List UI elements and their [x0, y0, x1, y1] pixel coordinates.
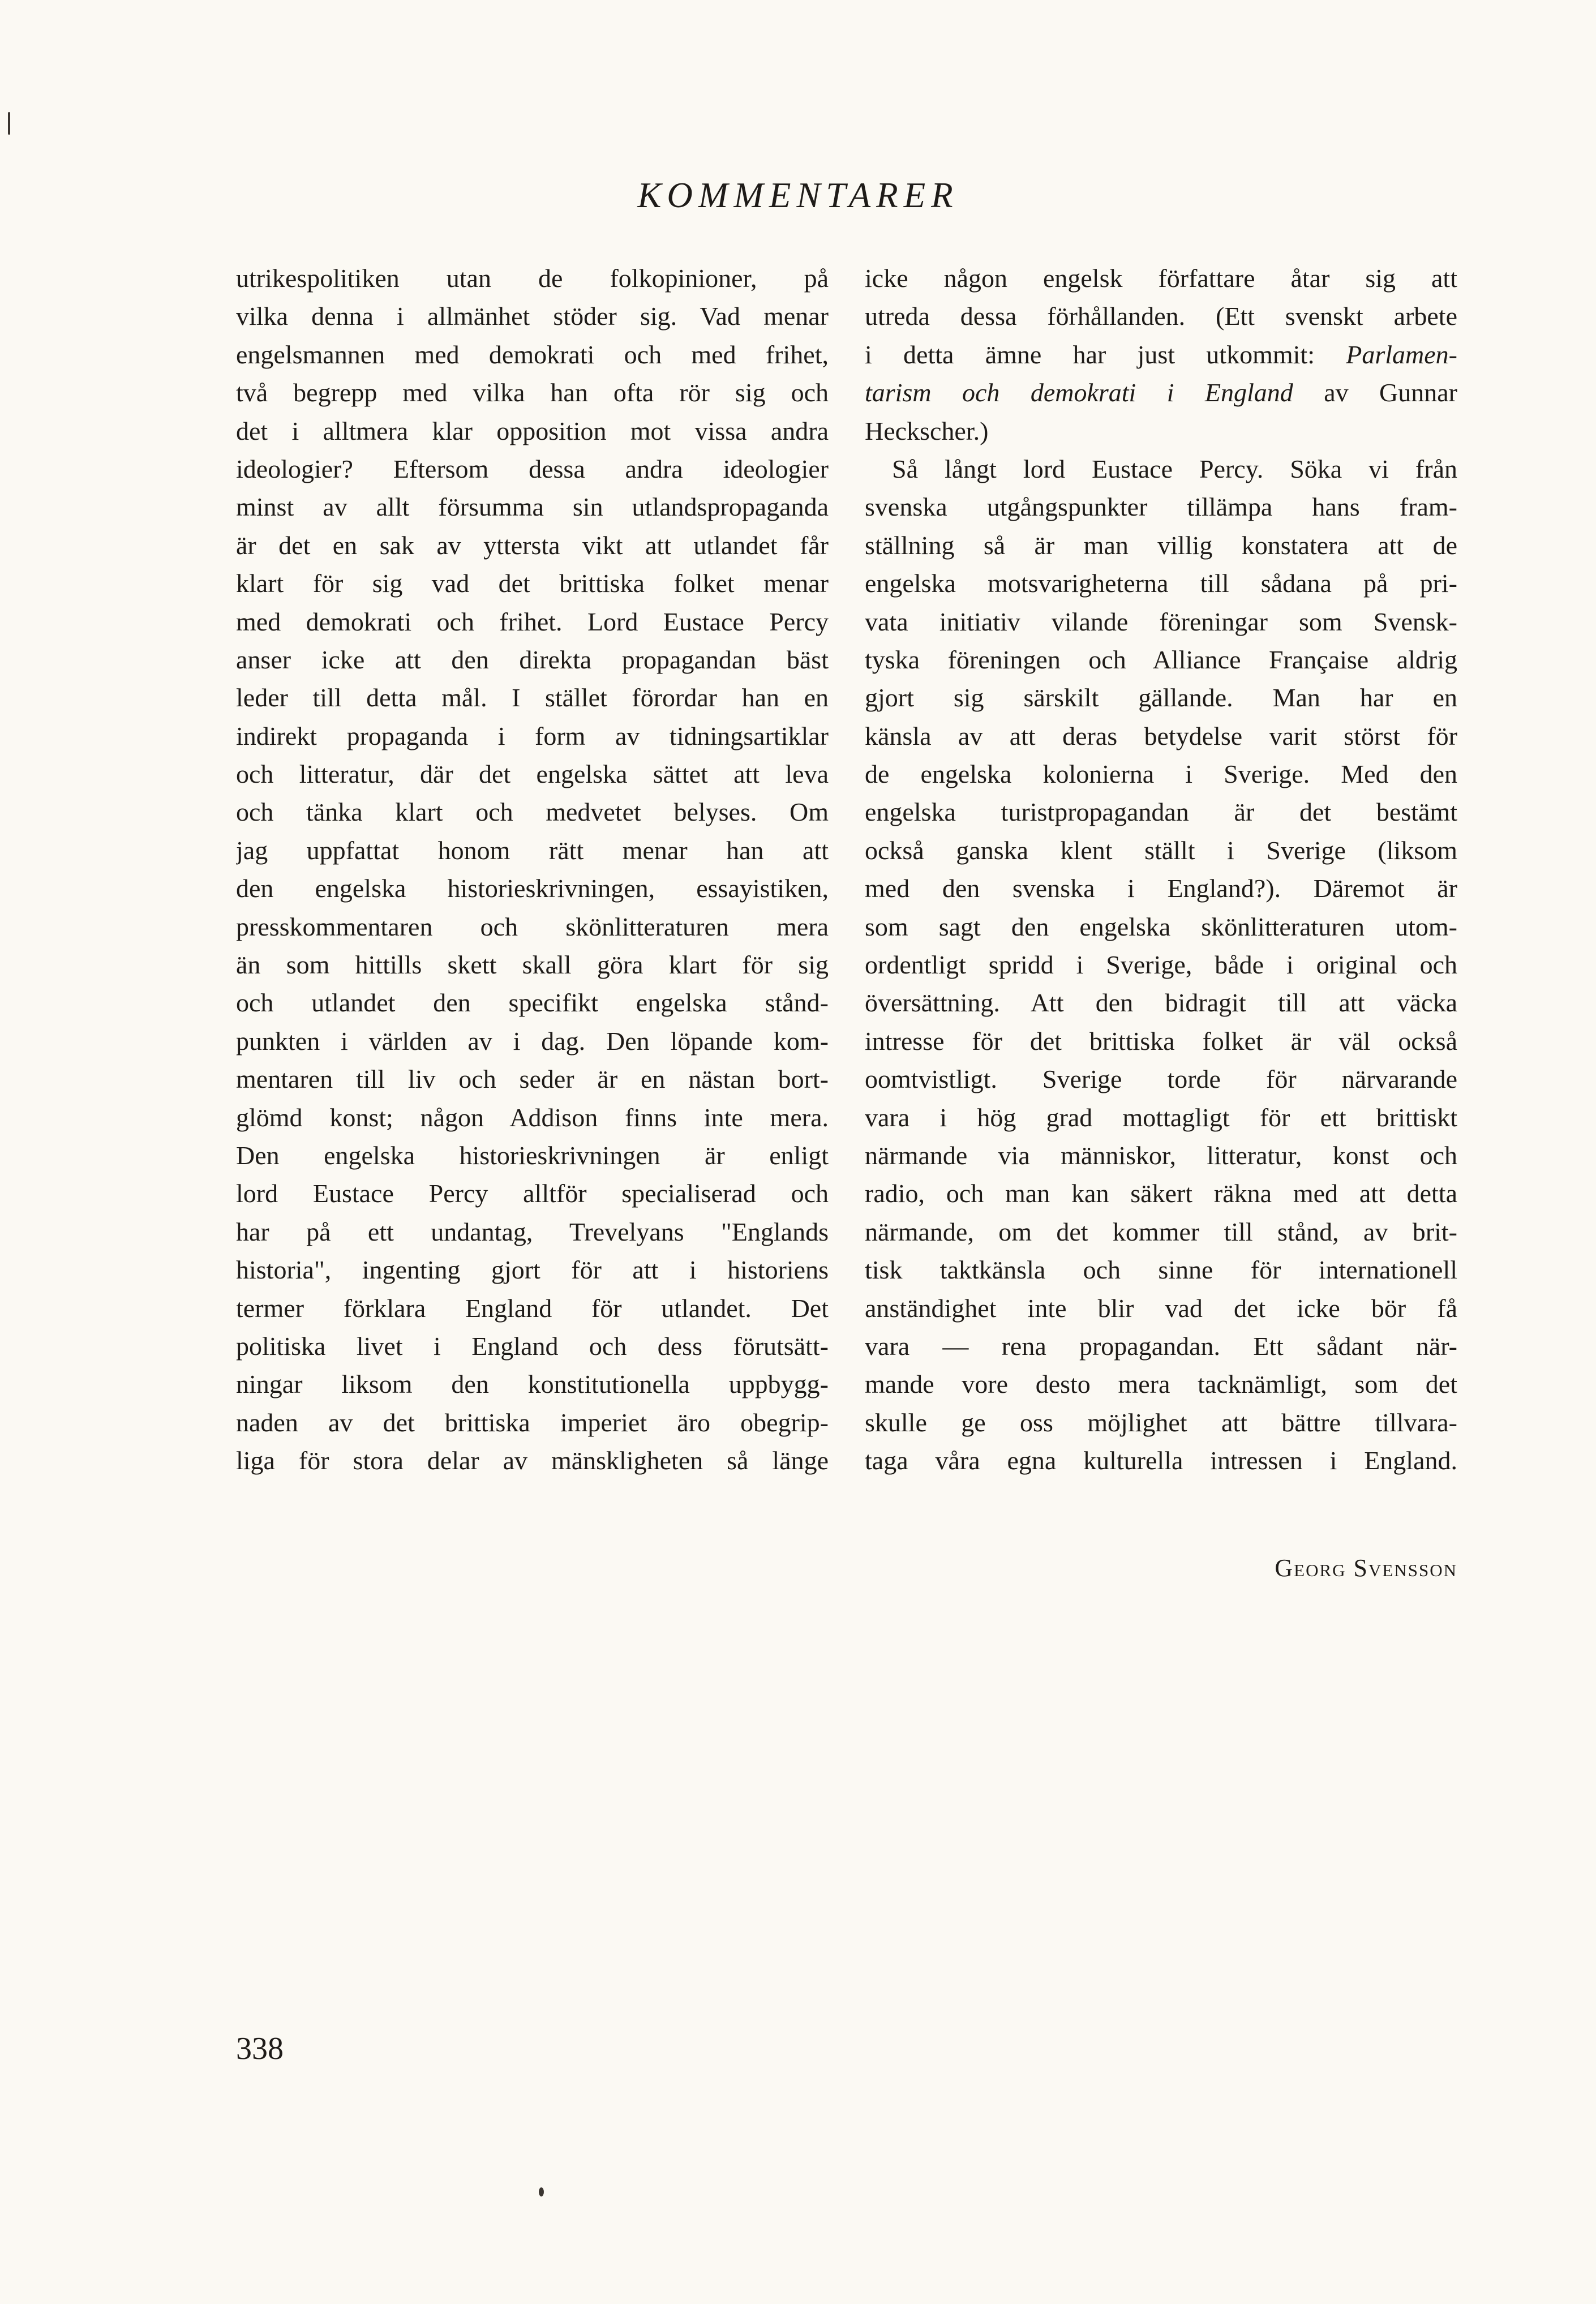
text-segment: indirekt propaganda i form av tidningsartiklar [236, 721, 829, 750]
text-segment: tisk taktkänsla och sinne för internationell [865, 1255, 1457, 1285]
text-line [236, 1136, 829, 1174]
text-segment: engelska motsvarigheterna till sådana på pri- [865, 569, 1457, 598]
text-segment: av Gunnar [1293, 378, 1457, 407]
page-number: 338 [236, 2031, 284, 2066]
text-segment: intresse för det brittiska folket är väl också [865, 1026, 1457, 1056]
text-segment: Den engelska historieskrivningen är enligt [236, 1140, 829, 1170]
text-line [865, 374, 1457, 411]
text-segment: politiska livet i England och dess förutsätt- [236, 1331, 829, 1361]
text-line [865, 450, 1457, 488]
text-line [236, 1213, 829, 1251]
text-segment: presskommentaren och skönlitteraturen mera [236, 912, 829, 941]
text-line [236, 641, 829, 679]
text-segment: anser icke att den direkta propagandan bäst [236, 645, 829, 674]
italic-text: Parlamen- [1346, 340, 1457, 369]
text-segment: taga våra egna kulturella intressen i England. [865, 1446, 1457, 1475]
text-line [865, 1213, 1457, 1251]
text-segment: jag uppfattat honom rätt menar han att [236, 835, 829, 865]
text-line [236, 526, 829, 564]
text-line [865, 526, 1457, 564]
text-segment: än som hittills skett skall göra klart för sig [236, 950, 829, 980]
text-segment: utreda dessa förhållanden. (Ett svenskt arbete [865, 302, 1457, 331]
text-line [865, 946, 1457, 984]
text-line [865, 869, 1457, 907]
text-segment: tyska föreningen och Alliance Française aldrig [865, 645, 1457, 674]
text-line [236, 755, 829, 793]
text-segment: svenska utgångspunkter tillämpa hans fram- [865, 492, 1457, 522]
text-segment: översättning. Att den bidragit till att väcka [865, 988, 1457, 1018]
text-segment: anständighet inte blir vad det icke bör få [865, 1293, 1457, 1323]
text-line [236, 336, 829, 374]
text-line [236, 1060, 829, 1098]
text-segment: punkten i världen av i dag. Den löpande kom- [236, 1026, 829, 1056]
text-line [236, 1099, 829, 1136]
text-line [865, 1060, 1457, 1098]
text-segment: gjort sig särskilt gällande. Man har en [865, 683, 1457, 713]
text-segment: med den svenska i England?). Däremot är [865, 874, 1457, 903]
text-segment: de engelska kolonierna i Sverige. Med den [865, 760, 1457, 789]
text-line [236, 1251, 829, 1289]
text-line [865, 488, 1457, 526]
text-segment: glömd konst; någon Addison finns inte mera. [236, 1102, 829, 1132]
text-line [236, 603, 829, 641]
author-signature: Georg Svensson [1275, 1554, 1457, 1582]
text-line [236, 946, 829, 984]
text-line [236, 297, 829, 335]
text-segment: närmande, om det kommer till stånd, av brit- [865, 1217, 1457, 1246]
text-segment: utrikespolitiken utan de folkopinioner, på [236, 264, 829, 293]
text-line [865, 412, 1457, 450]
text-segment: Heckscher.) [865, 416, 989, 445]
text-line [236, 1022, 829, 1060]
text-segment: termer förklara England för utlandet. Det [236, 1293, 829, 1323]
text-line [236, 1441, 829, 1479]
text-segment: mentaren till liv och seder är en nästan bort- [236, 1065, 829, 1094]
text-line [865, 831, 1457, 869]
text-segment: och litteratur, där det engelska sättet att leva [236, 760, 829, 789]
text-line [236, 679, 829, 716]
text-line [236, 564, 829, 602]
text-line [865, 603, 1457, 641]
text-column-left [236, 259, 829, 1480]
text-segment: mande vore desto mera tacknämligt, som det [865, 1370, 1457, 1399]
text-segment: ideologier? Eftersom dessa andra ideologier [236, 454, 829, 483]
text-line [236, 1174, 829, 1212]
text-line [865, 1365, 1457, 1403]
text-segment: ningar liksom den konstitutionella uppbygg- [236, 1370, 829, 1399]
text-line [236, 374, 829, 411]
text-segment: engelska turistpropagandan är det bestämt [865, 797, 1457, 827]
text-line [865, 1404, 1457, 1441]
text-line [865, 717, 1457, 755]
text-segment: skulle ge oss möjlighet att bättre tillvara- [865, 1408, 1457, 1437]
text-line [865, 1289, 1457, 1327]
text-segment: ordentligt spridd i Sverige, både i original och [865, 950, 1457, 980]
text-line [865, 259, 1457, 297]
text-line [865, 755, 1457, 793]
text-segment: leder till detta mål. I stället förordar han en [236, 683, 829, 713]
text-segment: vara — rena propagandan. Ett sådant när- [865, 1331, 1457, 1361]
text-segment: också ganska klent ställt i Sverige (liksom [865, 835, 1457, 865]
text-line [865, 1136, 1457, 1174]
text-line [865, 1099, 1457, 1136]
text-column-right [865, 259, 1457, 1480]
text-line [865, 793, 1457, 831]
text-segment: känsla av att deras betydelse varit störst för [865, 721, 1457, 750]
text-line [236, 908, 829, 946]
text-line [236, 793, 829, 831]
italic-text: tarism och demokrati i England [865, 378, 1293, 407]
text-segment: radio, och man kan säkert räkna med att detta [865, 1179, 1457, 1208]
text-line [865, 1174, 1457, 1212]
text-line [865, 984, 1457, 1022]
text-segment: lord Eustace Percy alltför specialiserad och [236, 1179, 829, 1208]
text-line [236, 450, 829, 488]
text-line [236, 1327, 829, 1365]
text-segment: klart för sig vad det brittiska folket menar [236, 569, 829, 598]
text-segment: och utlandet den specifikt engelska stånd- [236, 988, 829, 1018]
text-segment: minst av allt försumma sin utlandspropaganda [236, 492, 829, 522]
text-line [236, 1365, 829, 1403]
text-line [236, 831, 829, 869]
text-line [865, 336, 1457, 374]
text-line [236, 412, 829, 450]
text-segment: vara i hög grad mottagligt för ett brittiskt [865, 1102, 1457, 1132]
text-segment: vilka denna i allmänhet stöder sig. Vad menar [236, 302, 829, 331]
text-segment: vata initiativ vilande föreningar som Svensk- [865, 607, 1457, 636]
text-line [865, 1327, 1457, 1365]
text-segment: historia", ingenting gjort för att i historiens [236, 1255, 829, 1285]
text-line [236, 1289, 829, 1327]
text-line [865, 564, 1457, 602]
text-line [865, 1251, 1457, 1289]
running-head: KOMMENTARER [637, 175, 959, 215]
text-segment: naden av det brittiska imperiet äro obegrip- [236, 1408, 829, 1437]
text-segment: ställning så är man villig konstatera att de [865, 530, 1457, 560]
text-segment: icke någon engelsk författare åtar sig att [865, 264, 1457, 293]
text-segment: den engelska historieskrivningen, essayistiken, [236, 874, 829, 903]
text-segment: med demokrati och frihet. Lord Eustace Percy [236, 607, 829, 636]
text-segment: Så långt lord Eustace Percy. Söka vi från [892, 454, 1457, 483]
text-line [236, 488, 829, 526]
text-line [236, 717, 829, 755]
text-segment: engelsmannen med demokrati och med frihet, [236, 340, 829, 369]
scan-speck [8, 112, 10, 135]
text-line [865, 1441, 1457, 1479]
text-segment: närmande via människor, litteratur, konst och [865, 1140, 1457, 1170]
text-segment: har på ett undantag, Trevelyans "Englands [236, 1217, 829, 1246]
text-segment: som sagt den engelska skönlitteraturen utom- [865, 912, 1457, 941]
text-line [236, 259, 829, 297]
text-line [865, 1022, 1457, 1060]
text-line [236, 869, 829, 907]
text-segment: oomtvistligt. Sverige torde för närvarande [865, 1065, 1457, 1094]
text-segment: liga för stora delar av mänskligheten så länge [236, 1446, 829, 1475]
scan-speck [539, 2187, 544, 2196]
text-line [865, 679, 1457, 716]
text-segment: två begrepp med vilka han ofta rör sig och [236, 378, 829, 407]
text-line [865, 297, 1457, 335]
text-line [236, 984, 829, 1022]
text-segment: och tänka klart och medvetet belyses. Om [236, 797, 829, 827]
text-line [865, 908, 1457, 946]
text-line [865, 641, 1457, 679]
text-segment: i detta ämne har just utkommit: [865, 340, 1346, 369]
text-segment: det i alltmera klar opposition mot vissa andra [236, 416, 829, 445]
text-line [236, 1404, 829, 1441]
text-segment: är det en sak av yttersta vikt att utlandet får [236, 530, 829, 560]
